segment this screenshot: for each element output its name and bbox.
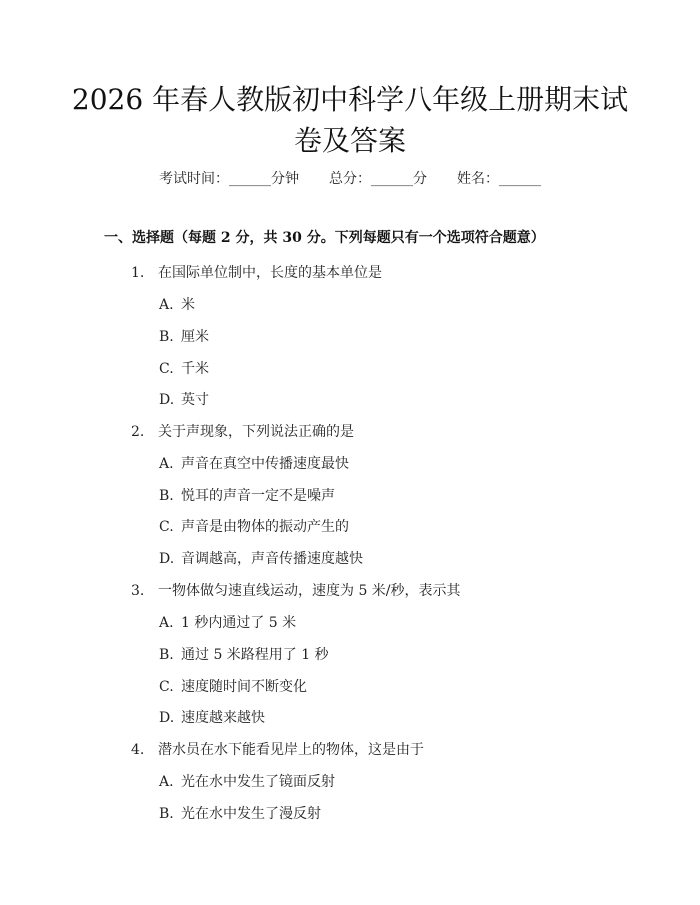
option-text: 速度越来越快 [181, 710, 265, 726]
option-letter: A. [159, 615, 174, 631]
question-2-option-b [159, 485, 335, 505]
option-text: 厘米 [181, 329, 209, 345]
option-letter: B. [159, 488, 174, 504]
option-text: 通过 5 米路程用了 1 秒 [181, 647, 329, 663]
question-1-option-b [159, 326, 209, 346]
option-text: 音调越高，声音传播速度越快 [181, 551, 363, 567]
option-text: 速度随时间不断变化 [181, 679, 307, 695]
option-letter: C. [159, 519, 174, 535]
question-3-option-a [159, 612, 296, 632]
option-text: 英寸 [181, 392, 209, 408]
option-text: 米 [181, 297, 195, 313]
exam-meta-info [0, 168, 700, 188]
option-letter: A. [159, 297, 174, 313]
section-heading-multiple-choice: 一、选择题（每题 2 分，共 30 分。下列每题只有一个选项符合题意） [104, 230, 545, 246]
option-text: 1 秒内通过了 5 米 [181, 615, 297, 631]
question-text: 关于声现象，下列说法正确的是 [158, 424, 354, 440]
student-name-field: 姓名：______ [457, 171, 541, 187]
question-1-option-d [159, 389, 209, 409]
question-text: 潜水员在水下能看见岸上的物体，这是由于 [158, 742, 424, 758]
option-text: 声音在真空中传播速度最快 [181, 456, 349, 472]
option-text: 千米 [181, 361, 209, 377]
question-number: 2. [131, 424, 145, 440]
question-2-option-d [159, 548, 363, 568]
question-number: 1. [131, 265, 145, 281]
question-number: 4. [131, 742, 145, 758]
question-text: 在国际单位制中，长度的基本单位是 [158, 265, 382, 281]
question-number: 3. [131, 583, 145, 599]
question-3 [131, 580, 461, 600]
question-1-option-a [159, 294, 195, 314]
option-letter: C. [159, 361, 174, 377]
exam-title-line-2: 卷及答案 [293, 124, 406, 157]
option-letter: A. [159, 774, 174, 790]
question-3-option-d [159, 707, 265, 727]
total-score-field: 总分：______分 [329, 171, 427, 187]
option-letter: B. [159, 329, 174, 345]
exam-time-field: 考试时间：______分钟 [159, 171, 299, 187]
question-2-option-a [159, 453, 349, 473]
option-text: 光在水中发生了漫反射 [181, 806, 321, 822]
question-4-option-a [159, 771, 335, 791]
option-text: 悦耳的声音一定不是噪声 [181, 488, 335, 504]
exam-title-line-1: 2026 年春人教版初中科学八年级上册期末试 [71, 83, 629, 116]
option-text: 光在水中发生了镜面反射 [181, 774, 335, 790]
question-3-option-c [159, 676, 307, 696]
option-letter: B. [159, 806, 174, 822]
question-text: 一物体做匀速直线运动，速度为 5 米/秒，表示其 [158, 583, 461, 599]
option-letter: D. [159, 392, 175, 408]
question-4 [131, 739, 424, 759]
question-3-option-b [159, 644, 329, 664]
option-letter: B. [159, 647, 174, 663]
question-4-option-b [159, 803, 321, 823]
question-2 [131, 421, 354, 441]
option-letter: A. [159, 456, 174, 472]
option-letter: C. [159, 679, 174, 695]
question-1-option-c [159, 358, 209, 378]
option-letter: D. [159, 710, 175, 726]
option-text: 声音是由物体的振动产生的 [181, 519, 349, 535]
question-2-option-c [159, 516, 349, 536]
question-1 [131, 262, 382, 282]
option-letter: D. [159, 551, 175, 567]
